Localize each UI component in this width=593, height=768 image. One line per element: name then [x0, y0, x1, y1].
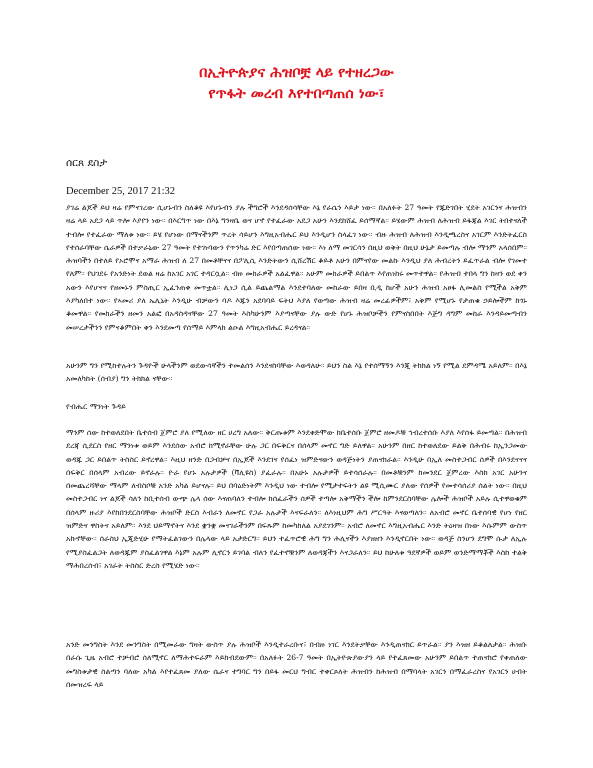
title-line-1: በኢትዮጵያና ሕዝቦቿ ላይ የተዘረጋው	[199, 64, 394, 81]
paragraph-2: አሁንም ግን የሚከተሉትን ጉዳዮች ሁላችንም ወደውሳኛችን ተመልሰን እንደናስባቸው እወዳለሁ። ይህን ስል እኔ የተሰማኝን እንጂ ትክክል ነኝ የሚል ደምዳሜ አይለም። በእኔ አመለካከት (ሰብያ) ግን ትክክል ናቸው።	[66, 361, 527, 384]
publish-date: December 25, 2017 21:32	[66, 186, 176, 197]
author-name: ሰርጸ ደስታ	[66, 157, 108, 169]
paragraph-1: ያገሬ ልጆች ይህ ዛሬ የምናገረው ሲሆኑብን ስለቆዩ እየሆኑብን ያሉ ችግሮች እንደዳሰሳቸው እኔ የራሴን እይታ ነው። በአለፉት 27 ዓመት የጁድገበት ሂደት አገርንና ሕዝብን ዛሬ ላይ አደጋ ላይ ጥሎ እያየን ነው። በእርግጥ ነው በእኔ ግንዛቤ ወና ሆኖ የተፈራው አደጋ አሁን እንደከሸፈ ይሰማኛል። ይሄውም ሕዝብ ለሕዝብ ይፋጃል እገር ትበተናለች ተብሎ የተፈራው ማለቱ ነው። ይሄ የሆነው በማናችንም ጥረት ሳይሆን እግዚአብሔር ይህ እንዲሆን ስላፈገ ነው። ብዙ ሕዝብ ለሕዝብ እንዲጫረስና አገርም እንድትፈርስ የተሰራባቸው ሴራዎች በተቃራኒው 27 ዓመት የተገነባውን የጥንካሬ ድር እየበጣጠሰው ነው። እነ ለማ መገርሳን በዚህ ወቅት በዚህ ሁኔታ ይመጣሉ ብሎ ማንም አላሰበም። ሕዝባችን በተለይ የኦሮሞና አማራ ሕዝብ ለ 27 በመቶቸናና በፖሊሲ እንድትውን ሲሸረሽር ቆይቶ አሁን በምናየው መልኩ እንዲህ ያለ ሕብረትን ይፈጥራል ብሎ የገመተ የለም። የህገደሩ የአንድነት ደወል ዛሬ ከአገር አገር ተዳርሷል። ብዙ መከራዎች አልፈዋል። አሁም መከራዎች ይበልጥ እየጠነከሩ መጥተዋል። የሕዝብ ተበላ ግን ከዛን ወደ ቀን አውን እየሆናና የዘመኑን ምስጢር ኢፈንጠቀ መጥቷል። ሊነጋ ሲል ይጨልማል እንደተባለው መከራው ይበዛ ቢዲ ከሆች አሁን ሕዝብ አፀፋ ሊመልስ የሚችል አቅም እያካለበተ ነው። የኣመሪ ያለ ኤሊኒት እንዲሁ ብቻውን ባዶ እጁን አደባባይ ፍትህ እያለ የወጣው ሕዝብ ዛሬ መረፊዎችም፣ አቅም የሚሆኑ የታጠቁ ኃይሎችም ከጎኑ ቆመዋል። የመከራችን ዘመን አልፎ በአዳስዳናቸው 27 ዓመት እስካሁንም እያጣናቸው ያሉ ውድ የሆኑ ሕዝቦቻችን የምናስበበት እጅግ ዳግም መከራ እንዳይመጣብን መሠረታችንን የምናቆምበት ቀን እንደመጣ የሰማይ እምላክ ልዑል እግዚአብሔር ይረዳናል።	[66, 203, 527, 332]
article-title	[0, 62, 593, 104]
paragraph-3: ማንም ሰው ከተወለደበት ቤተሰብ ጀምሮ ያለ የሚለው ዘር ሀረግ አለው። ቅርጡቱም እንደቀድሞው ከቤተሰቡ ጀምሮ ዘመዶቹ ኅብረተሰቡ እያለ እየሰፋ ይመጣል። በሕዝብ ደረጃ ሲደርስ የዘር ማንነቱ ወይም እንደሰው አብሮ ከሚኖራቸው ሁሉ ጋር በፍቅርና በሰላም መኖር ግድ ይለዋል። አሁንም በዘር ከተወለደው ይልቅ በሕብሩ ከኢንጋመው ወዳጁ ጋር ይበልጥ ትስስር ይኖረዋል። እዚህ ዘንድ በጋብቻና በኢጆች እንደገና የሰፈነ ዝምድናውን ወዳጅነትን ያጠናክራል። እንዲሁ በኢለ መስተጋብር ሰዎች በእንደናናና በፍቅር በሰላም አብረው ይኖራሉ። ዮራ የሆኑ አሉታዎች (ቫሊዩስ) ያፈራሉ። በአሁኑ አሉታዎች ይተሳሰራሉ። በመቶቹንም ከመንደር ጀምረው እስከ አገር አሁንና በመጨረሻቸው ማላም ለብስቦቹ አንድ አካል ይሆናሉ። ይህ በባዕድነትም እንዲህ ነው ተብሎ የሚታተፍትን ልዩ ሚሲሙር ያለው የሰዎች የመተሳሰሪያ ሰልት ነው። በዚህ መስተጋብር ነና ልጆች ሳለን ከቢተሰብ ውጭ ሌላ ሰው እናጠባለን ተብሎ ከሰፈራችን ሰዎች ተጣሎ አቅማችን ችሎ ከምንደርስባቸው ሌሎች ሕዝቦች አይሉ ሲተዋወቁም በሰላም ዙሪያ እየከበንደርስባቸው ሕዝቦች ድርስ እብራን ለመኖር የጋራ አሉታች እናፍራለን። ለእነዚህም ሕግ ሥርዓት እናወጣለን። ለአብሮ መኖር ቤተሰባዊ የሆነ የዘር ዝምድና ዋስትና አይለም። እንደ ህይማኖትና እንደ ቋንቋ መናገራችንም በፍጹም ከመካከለል አያደገንም። አብሮ ለመኖር እግዚአብሔር እንድ ትዕዛዝ በነው እሱምም ውስጥ አኩኖቸው። ሰራስህ ኢጂድሂሁ የማትፈልገውን በሌላው ላይ አታድርግ። ይህን ተፈጥሮዊ ሕግ ግን ሕሊናችን እያዘዘን እንዲኖርበት ነው። ወዳጅ ስንሆን ደግሞ ሱታ ለኢሉ የሚያስፈልጋት ለወዳጁም ያስፈልገዋል እኔም አሉም ሊኖርን ይገባል ብለን የፈተኖቹንም ለወዳጃችን እናጋራለን። ይህ ከሁለቱ ዓደኛዎች ወይም ወንድማማቾች እስከ ተልቅ ማሕበረሰብ፣ አገራት ትስስር ድረስ የሚሄድ ነው።	[66, 428, 527, 570]
section-heading: የብሔር ማንነት ጉዳይ	[66, 402, 126, 411]
title-line-2: የጥፋት መረብ እየተበጣጠሰ ነው፣	[208, 85, 385, 102]
paragraph-4: አንድ መንግስት እንደ መንግስት በሚመራው ግዛት ውስጥ ያሉ ሕዝቦች እንዲተራረቡና፣ በብዙ ነገር እንደትቃቸው እንዲጠናክር ይጥራል። ያን እዝዘ ይቆልለታል። ሕዝቡ በራሱ ጊዜ አብሮ ተቻብሮ ሰለሚኖር ለማሕተፍራም እይከብደውም። በአለፉት 26-7 ዓመት በኢትዮጵያውያን ላይ የተፈጸመው አሁንም ይበልጥ ተጠናክሮ የቀጠለው መግስቱታዊ ስልጣን ባለው አካል እየተፈጸመ ያለው ሴራና ተግባር ግን በይፋ መርህ ግብር ተቀርጾለት ሕዝብን ከሕዝብ በማባላት አገርን በማፈራረስና የአገርን ሀብት በመዝረፍ ላይ	[66, 640, 527, 689]
